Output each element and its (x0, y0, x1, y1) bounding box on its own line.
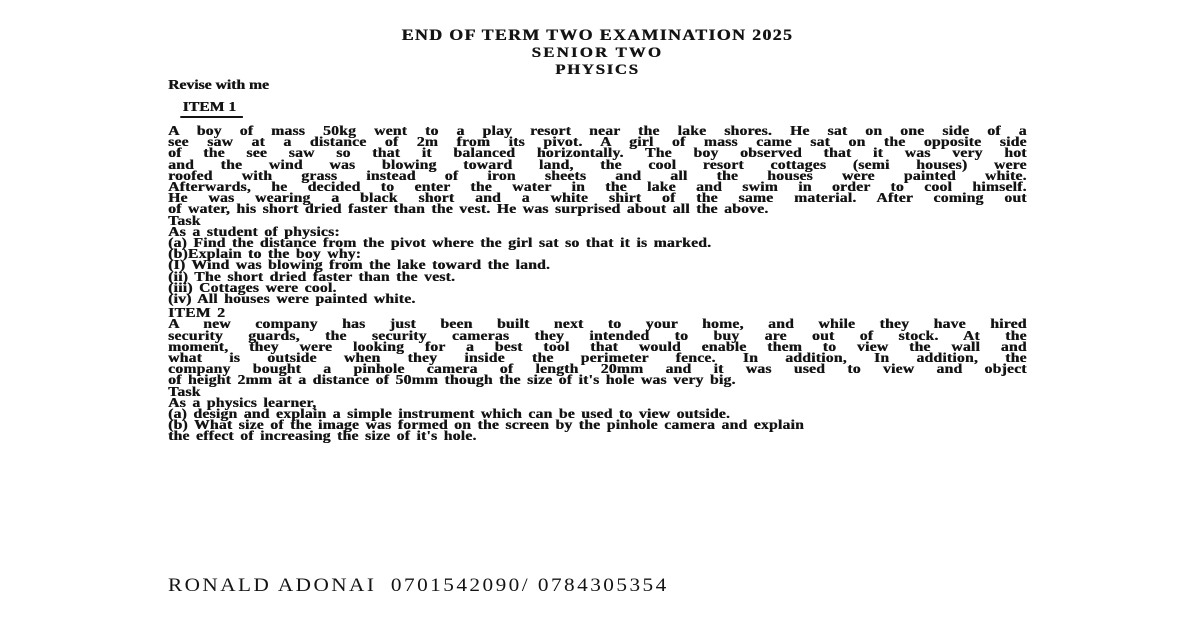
document-content (168, 0, 1027, 630)
revise-label: Revise with me (168, 78, 269, 93)
task-intro: As a physics learner, (168, 395, 317, 411)
paragraph-line: see saw at a distance of 2m from its pivot. A girl of mass came sat on the opposite side (168, 135, 1027, 151)
task-intro: As a student of physics: (168, 224, 340, 240)
paragraph-line: moment, they were looking for a best tool that would enable them to view the wall and (168, 339, 1027, 355)
paragraph-line: of water, his short dried faster than the vest. He was surprised about all the above. (168, 202, 769, 218)
paragraph-line: A new company has just been built next to your home, and while they have hired (168, 317, 1027, 333)
task-line: (a) design and explain a simple instrument which can be used to view outside. (168, 407, 730, 423)
item2-tasks (168, 384, 1027, 445)
task-line: (I) Wind was blowing from the lake toward the land. (168, 258, 551, 274)
item2-section (168, 306, 1027, 445)
paragraph-line: and the wind was blowing toward land, the cool resort cottages (semi houses) were (168, 157, 1027, 173)
task-line: the effect of increasing the size of it's hole. (168, 429, 477, 445)
task-line: (b)Explain to the boy why: (168, 247, 362, 263)
class-title: SENIOR TWO (531, 45, 664, 61)
task-line: (a) Find the distance from the pivot where the girl sat so that it is marked. (168, 236, 712, 252)
item2-paragraph (168, 317, 1027, 389)
item1-paragraph (168, 126, 1027, 216)
item1-section (168, 100, 1027, 308)
task-line: (ii) The short dried faster than the vest. (168, 269, 456, 285)
paragraph-line: what is outside when they inside the perimeter fence. In addition, In addition, the (168, 351, 1027, 367)
task-label: Task (168, 384, 201, 400)
paragraph-line: company bought a pinhole camera of length 20mm and it was used to view and object (168, 362, 1027, 378)
phone-numbers: 0701542090/ 0784305354 (390, 575, 669, 596)
item2-heading: ITEM 2 (168, 306, 226, 322)
task-line: (b) What size of the image was formed on the screen by the pinhole camera and explain (168, 418, 804, 434)
task-label: Task (168, 213, 201, 229)
item1-heading-row (168, 101, 1027, 118)
task-line: (iii) Cottages were cool. (168, 280, 337, 296)
paragraph-line: A boy of mass 50kg went to a play resort near the lake shores. He sat on one side of a (168, 124, 1027, 139)
author-name: RONALD ADONAI (168, 575, 377, 596)
paragraph-line: of height 2mm at a distance of 50mm though the size of it's hole was very big. (168, 373, 736, 389)
paragraph-line: of the see saw so that it balanced horizontally. The boy observed that it was very hot (168, 146, 1027, 162)
paragraph-line: He was wearing a black short and a white shirt of the same material. After coming out (168, 191, 1027, 207)
paragraph-line: Afterwards, he decided to enter the water in the lake and swim in order to cool himself. (168, 180, 1027, 196)
document-header (168, 27, 1027, 92)
footer-contact (168, 575, 669, 597)
item1-tasks (168, 213, 1027, 308)
task-line: (iv) All houses were painted white. (168, 292, 416, 308)
exam-title: END OF TERM TWO EXAMINATION 2025 (401, 27, 794, 44)
subject-title: PHYSICS (555, 62, 640, 78)
paragraph-line: roofed with grass instead of iron sheets and all the houses were painted white. (168, 168, 1027, 184)
item1-heading: ITEM 1 (180, 101, 242, 118)
paragraph-line: security guards, the security cameras they intended to buy are out of stock. At the (168, 328, 1027, 344)
